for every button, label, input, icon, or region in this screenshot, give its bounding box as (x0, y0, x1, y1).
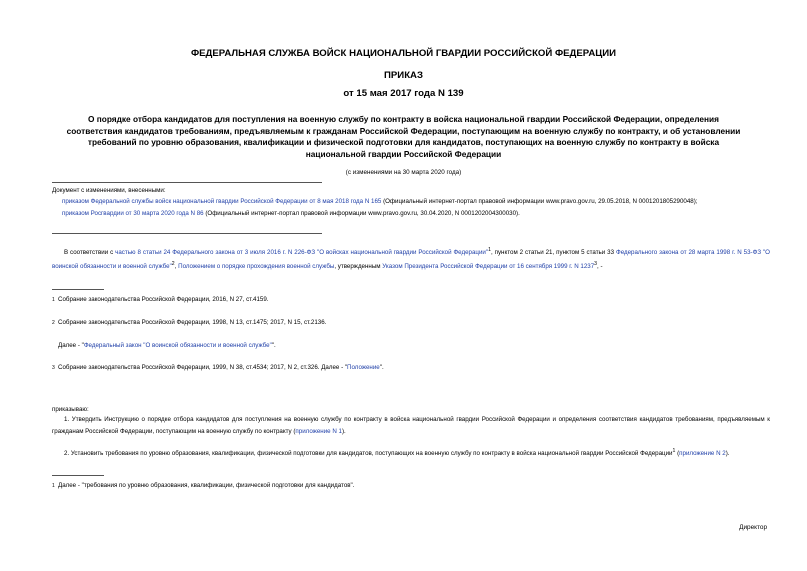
order-item-1 (52, 414, 770, 438)
amendments-block (52, 185, 770, 219)
footnote-3-mark: 3 (52, 365, 55, 371)
preamble-link-ukaz[interactable]: Указом Президента Российской Федерации от 16 сентября 1999 г. N 1237 (382, 262, 595, 270)
footnote-ref-1[interactable]: 1 (488, 247, 491, 253)
footnote-3-suffix: ". (379, 364, 384, 371)
amendment-link-1[interactable]: приказом Федеральной службы войск национальной гвардии Российской Федерации от 8 мая 2018 года N 165 (62, 198, 382, 206)
preamble-suffix: , - (597, 262, 603, 270)
changes-note: (с изменениями на 30 марта 2020 года) (345, 169, 462, 176)
footnote-4-text: Далее - "требования по уровню образования, квалификации, физической подготовки для кандидатов". (58, 482, 355, 489)
preamble-paragraph (52, 245, 770, 273)
footnote-ref-3[interactable]: 3 (594, 260, 598, 267)
appendix-1-link[interactable]: приложение N 1 (295, 427, 342, 435)
footnote-3 (52, 363, 752, 373)
document-type: ПРИКАЗ (384, 70, 423, 81)
footnote-2b-link[interactable]: Федеральный закон "О воинской обязанности и военной службе" (83, 342, 272, 349)
preamble-mid-2: , (174, 262, 179, 270)
footnote-4-mark: 1 (52, 483, 55, 489)
footnote-2-continued (52, 341, 758, 351)
order-item-1-text: 1. Утвердить Инструкцию о порядке отбора кандидатов для поступления на военную службу по контракту в войска национальной гвардии Российской Федерации и определения соответствия кандидатов требованиям, предъявляемым к гражданам Российской Федерации, поступающим на военную службу по контракту ( (52, 416, 770, 435)
footnote-1-text: Собрание законодательства Российской Федерации, 2016, N 27, ст.4159. (58, 296, 269, 303)
amendments-bottom-rule (52, 233, 322, 234)
order-item-2-mid: ( (675, 450, 680, 458)
appendix-2-link[interactable]: приложение N 2 (679, 450, 726, 458)
amendments-top-rule (52, 182, 322, 183)
footnote-3-text: Собрание законодательства Российской Федерации, 1999, N 38, ст.4534; 2017, N 2, ст.326. Далее - " (58, 364, 348, 371)
amendment-item-1 (52, 196, 770, 207)
preamble-mid-1: , пунктом 2 статьи 21, пунктом 5 статьи 33 (490, 249, 616, 257)
footnote-ref-2[interactable]: 2 (171, 260, 175, 267)
document-date-number: от 15 мая 2017 года N 139 (343, 88, 464, 99)
footnote-2-mark: 2 (52, 320, 55, 326)
order-intro: приказываю: (52, 406, 89, 413)
order-item-2 (52, 446, 770, 460)
order-item-2-text: 2. Установить требования по уровню образования, квалификации, физической подготовки для кандидатов, поступающих на военную службу по контракту в войска национальной гвардии Российской Федерации (64, 450, 673, 458)
preamble-link-53fz[interactable]: Федерального закона от 28 марта 1998 г. N 53-ФЗ "О воинской обязанности и военной службе" (52, 249, 770, 270)
footnote-ref-4[interactable]: 1 (672, 448, 676, 454)
footnote-3-link[interactable]: Положение (347, 364, 380, 371)
preamble-mid-3: , утвержденным (334, 262, 383, 270)
footnote-4 (52, 481, 752, 491)
order-item-1-suffix: ). (341, 427, 346, 435)
amendments-intro: Документ с изменениями, внесенными: (52, 187, 166, 194)
agency-title: ФЕДЕРАЛЬНАЯ СЛУЖБА ВОЙСК НАЦИОНАЛЬНОЙ ГВАРДИИ РОССИЙСКОЙ ФЕДЕРАЦИИ (190, 48, 617, 59)
footnote-1 (52, 295, 752, 305)
footnotes-rule (52, 289, 104, 290)
amendment-item-2 (52, 208, 770, 219)
footnote-2 (52, 318, 752, 328)
preamble-prefix: В соответствии с (64, 249, 116, 257)
footnote-1-mark: 1 (52, 297, 55, 303)
footnote-2b-prefix: Далее - " (58, 342, 84, 349)
preamble-link-226fz[interactable]: частью 8 статьи 24 Федерального закона от 3 июля 2016 г. N 226-ФЗ "О войсках национальной гвардии Российской Федерации" (115, 249, 489, 257)
amendment-link-2[interactable]: приказом Росгвардии от 30 марта 2020 года N 86 (62, 209, 204, 217)
signature-title: Директор (739, 524, 767, 531)
amendment-text-1: (Официальный интернет-портал правовой информации www.pravo.gov.ru, 29.05.2018, N 0001201805290048); (381, 198, 698, 206)
footnote-2b-suffix: ". (271, 342, 276, 349)
amendment-text-2: (Официальный интернет-портал правовой информации www.pravo.gov.ru, 30.04.2020, N 0001202004300030). (203, 209, 520, 217)
footnote-2-text: Собрание законодательства Российской Федерации, 1998, N 13, ст.1475; 2017, N 15, ст.2136. (58, 319, 327, 326)
footnotes-rule-2 (52, 475, 104, 476)
order-item-2-suffix: ). (725, 450, 730, 458)
document-subject: О порядке отбора кандидатов для поступления на военную службу по контракту в войска национальной гвардии Российской Федерации, определения соответствия кандидатов требованиям, предъявляемым к гражданам Российской Федерации, поступающим на военную службу по контракту, и об установлении требований по уровню образования, квалификации и физической подготовки для кандидатов, поступающих на военную службу по контракту в войска национальной гвардии Российской Федерации (66, 114, 741, 159)
preamble-link-polozhenie[interactable]: Положением о порядке прохождения военной службы (178, 262, 335, 270)
